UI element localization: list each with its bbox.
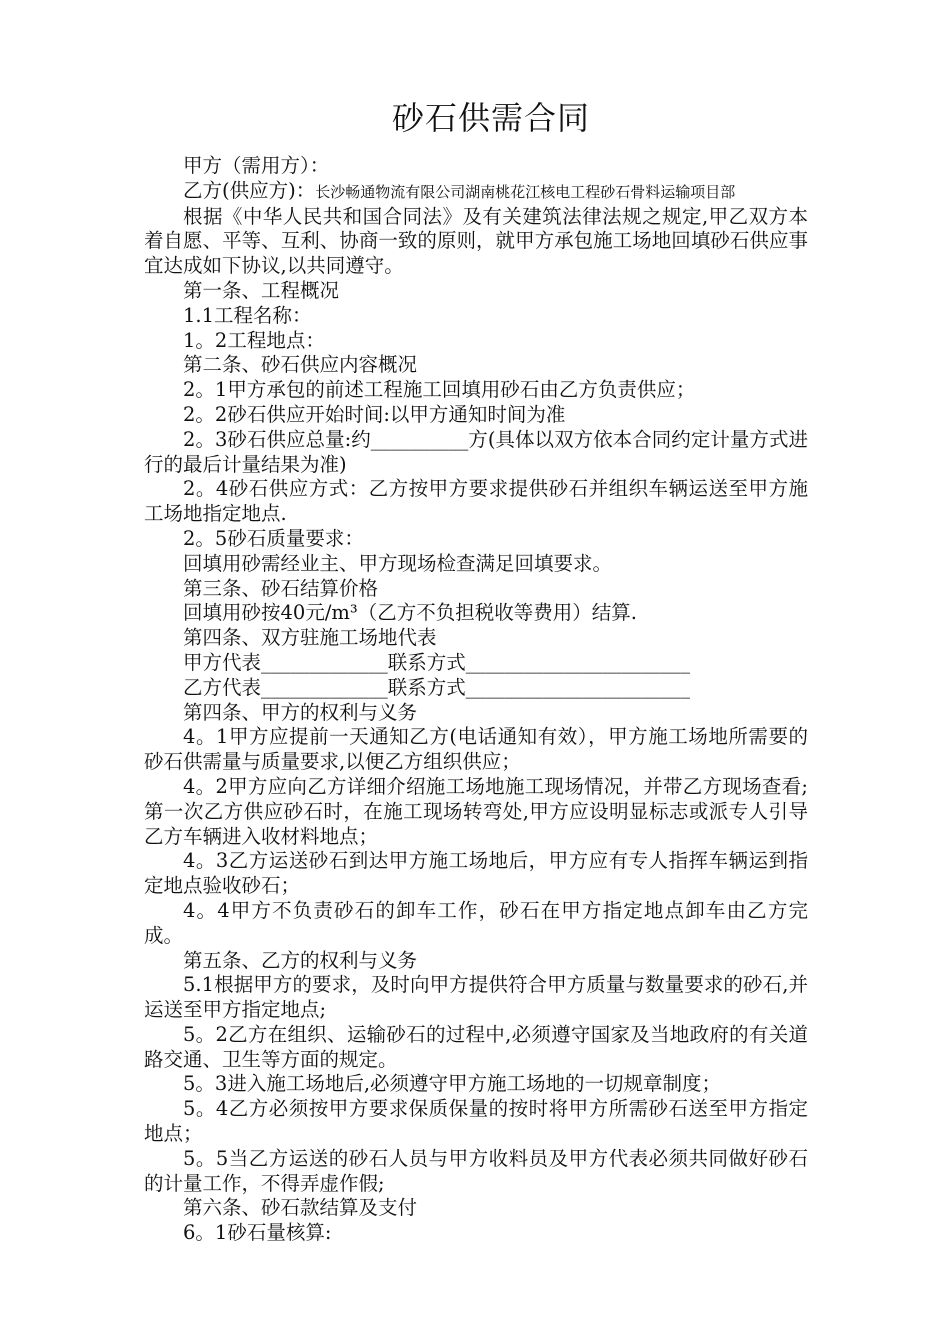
article-4-heading-party-a-duties: 第四条、甲方的权利与义务 xyxy=(183,700,418,724)
party-b-label: 乙方(供应方)： xyxy=(183,178,316,202)
party-b-name: 长沙畅通物流有限公司湖南桃花江核电工程砂石骨料运输项目部 xyxy=(315,182,736,201)
quality-requirement: 回填用砂需经业主、甲方现场检查满足回填要求。 xyxy=(183,551,613,575)
party-a-representative-line: 甲方代表_____________联系方式_______________________ xyxy=(183,650,691,674)
clause-2-2: 2。2砂石供应开始时间:以甲方通知时间为准 xyxy=(183,402,566,426)
clause-4-1: 4。1甲方应提前一天通知乙方(电话通知有效），甲方施工场地所需要的砂石供需量与质量要求,以便乙方组织供应； xyxy=(144,725,808,774)
price-clause: 回填用砂按40元/m³（乙方不负担税收等费用）结算. xyxy=(183,601,637,625)
clause-5-4: 5。4乙方必须按甲方要求保质保量的按时将甲方所需砂石送至甲方指定地点； xyxy=(144,1097,808,1146)
party-b-line xyxy=(144,179,808,205)
party-b-representative-line: 乙方代表_____________联系方式_______________________ xyxy=(183,675,691,699)
preamble-paragraph: 根据《中华人民共和国合同法》及有关建筑法律法规之规定,甲乙双方本着自愿、平等、互利、协商一致的原则，就甲方承包施工场地回填砂石供应事宜达成如下协议,以共同遵守。 xyxy=(144,204,808,278)
article-1-heading: 第一条、工程概况 xyxy=(183,278,340,302)
clause-1-2: 1。2工程地点： xyxy=(183,328,325,352)
clause-5-3: 5。3进入施工场地后,必须遵守甲方施工场地的一切规章制度； xyxy=(183,1072,722,1096)
clause-2-4: 2。4砂石供应方式：乙方按甲方要求提供砂石并组织车辆运送至甲方施工场地指定地点. xyxy=(144,477,808,526)
clause-1-1: 1.1工程名称： xyxy=(183,303,312,327)
clause-4-2: 4。2甲方应向乙方详细介绍施工场地施工现场情况，并带乙方现场查看;第一次乙方供应砂石时，在施工现场转弯处,甲方应设明显标志或派专人引导乙方车辆进入收材料地点； xyxy=(144,774,808,848)
clause-5-5: 5。5当乙方运送的砂石人员与甲方收料员及甲方代表必须共同做好砂石的计量工作，不得弄虚作假; xyxy=(144,1146,808,1195)
clause-4-3: 4。3乙方运送砂石到达甲方施工场地后，甲方应有专人指挥车辆运到指定地点验收砂石； xyxy=(144,849,808,898)
article-4-heading-representatives: 第四条、双方驻施工场地代表 xyxy=(183,626,437,650)
clause-2-1: 2。1甲方承包的前述工程施工回填用砂石由乙方负责供应； xyxy=(183,378,696,402)
article-6-heading: 第六条、砂石款结算及支付 xyxy=(183,1196,418,1220)
clause-2-5: 2。5砂石质量要求： xyxy=(183,526,364,550)
document-page xyxy=(144,96,808,1246)
party-a-label: 甲方（需用方）： xyxy=(183,154,330,177)
party-a-line xyxy=(144,154,808,179)
clause-5-1: 5.1根据甲方的要求，及时向甲方提供符合甲方质量与数量要求的砂石,并运送至甲方指定地点; xyxy=(144,973,808,1022)
clause-6-1: 6。1砂石量核算: xyxy=(183,1221,332,1245)
article-2-heading: 第二条、砂石供应内容概况 xyxy=(183,353,418,377)
clause-5-2: 5。2乙方在组织、运输砂石的过程中,必须遵守国家及当地政府的有关道路交通、卫生等方面的规定。 xyxy=(144,1022,808,1071)
article-5-heading: 第五条、乙方的权利与义务 xyxy=(183,948,418,972)
article-3-heading: 第三条、砂石结算价格 xyxy=(183,576,379,600)
document-title: 砂石供需合同 xyxy=(391,99,590,137)
clause-4-4: 4。4甲方不负责砂石的卸车工作，砂石在甲方指定地点卸车由乙方完成。 xyxy=(144,898,808,947)
clause-2-3: 2。3砂石供应总量:约__________方(具体以双方依本合同约定计量方式进行的最后计量结果为准) xyxy=(144,427,808,476)
